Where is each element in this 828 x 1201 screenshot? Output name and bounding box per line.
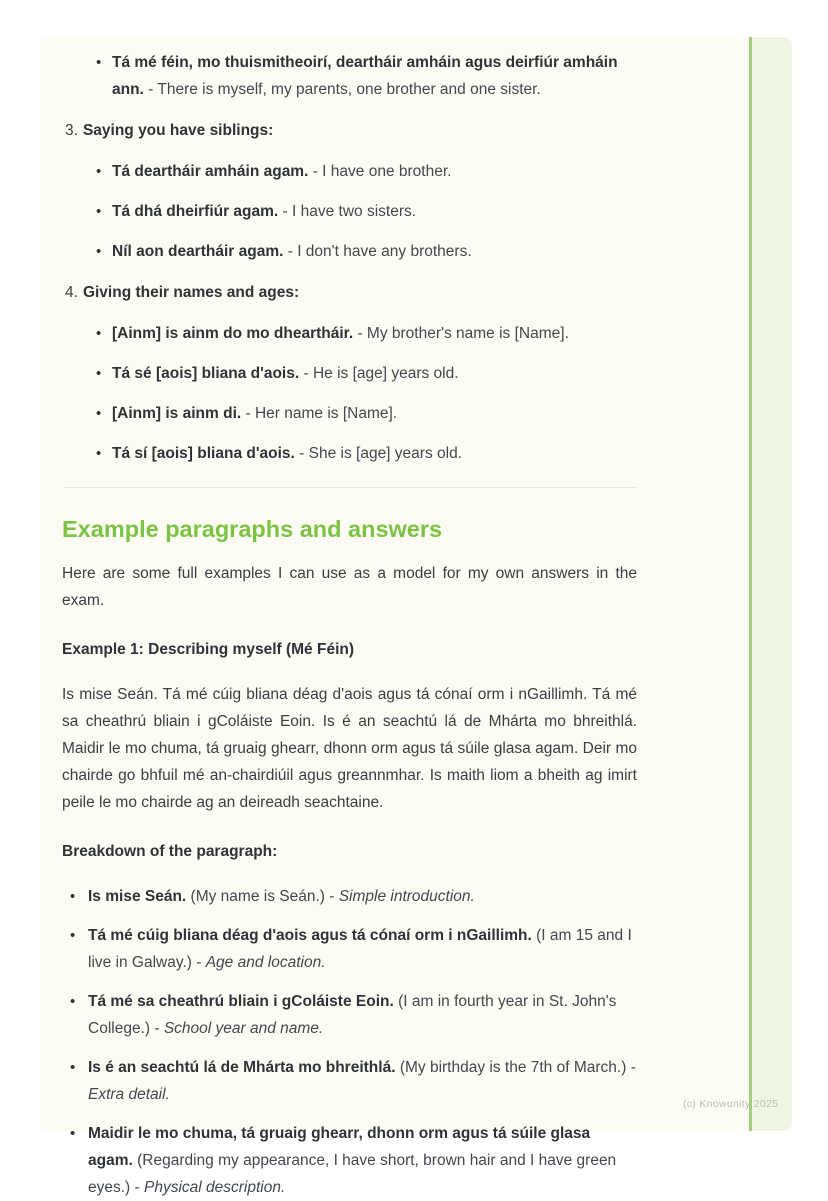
document-content <box>62 49 637 1201</box>
list-item <box>62 158 637 185</box>
list-item <box>62 922 637 976</box>
english-translation: (My birthday is the 7th of March.) - <box>395 1059 636 1076</box>
english-translation: - There is myself, my parents, one brother and one sister. <box>143 81 541 98</box>
irish-phrase: Tá mé cúig bliana déag d'aois agus tá cónaí orm i nGaillimh. <box>88 927 532 944</box>
right-accent-panel <box>752 37 792 1131</box>
list-number: 4. <box>65 284 78 301</box>
intro-paragraph: Here are some full examples I can use as a model for my own answers in the exam. <box>62 565 637 609</box>
irish-phrase: Tá mé féin, mo thuismitheoirí, deartháir amháin agus deirfiúr amháin ann. <box>112 54 618 98</box>
english-translation: - She is [age] years old. <box>294 445 462 462</box>
list-item <box>62 49 637 103</box>
irish-phrase: Tá sí [aois] bliana d'aois. <box>112 445 295 462</box>
grammar-note: School year and name. <box>163 1020 324 1037</box>
section-heading: Example paragraphs and answers <box>62 516 443 542</box>
english-translation: (My name is Seán.) - <box>186 888 339 905</box>
list-number: 3. <box>65 122 78 139</box>
list-item <box>62 360 637 387</box>
english-translation: - I have two sisters. <box>278 203 417 220</box>
list-item <box>62 988 637 1042</box>
english-translation: - He is [age] years old. <box>299 365 459 382</box>
english-translation: - I have one brother. <box>308 163 452 180</box>
numbered-heading-label: Giving their names and ages: <box>82 284 300 301</box>
irish-phrase: Maidir le mo chuma, tá gruaig ghearr, dhonn orm agus tá súile glasa agam. <box>88 1125 591 1169</box>
list-item <box>62 400 637 427</box>
grammar-note: Age and location. <box>205 954 326 971</box>
siblings-bullet-list <box>62 158 637 265</box>
irish-phrase: [Ainm] is ainm do mo dheartháir. <box>112 325 354 342</box>
copyright-watermark: (c) Knowunity 2025 <box>683 1098 779 1110</box>
breakdown-title: Breakdown of the paragraph: <box>62 843 278 860</box>
numbered-heading-label: Saying you have siblings: <box>82 122 274 139</box>
irish-phrase: [Ainm] is ainm di. <box>112 405 242 422</box>
list-item <box>62 198 637 225</box>
grammar-note: Physical description. <box>143 1179 286 1196</box>
grammar-note: Simple introduction. <box>338 888 475 905</box>
document-page <box>40 37 792 1196</box>
breakdown-bullet-list <box>62 883 637 1201</box>
names-ages-bullet-list <box>62 320 637 467</box>
section-divider <box>65 487 637 488</box>
english-translation: (Regarding my appearance, I have short, brown hair and I have green eyes.) - <box>88 1152 617 1196</box>
english-translation: - My brother's name is [Name]. <box>353 325 569 342</box>
list-item <box>62 238 637 265</box>
english-translation: - I don't have any brothers. <box>283 243 472 260</box>
example1-title: Example 1: Describing myself (Mé Féin) <box>62 641 355 658</box>
right-accent-line <box>749 37 752 1131</box>
example1-paragraph: Is mise Seán. Tá mé cúig bliana déag d'aois agus tá cónaí orm i nGaillimh. Tá mé sa cheathrú bliain i gColáiste Eoin. Is é an seachtú lá de Mhárta mo bhreithlá. Maidir le mo chuma, tá gruaig ghearr, dhonn orm agus tá súile glasa agam. Deir mo chairde go bhfuil mé an-chairdiúil agus greannmhar. Is maith liom a bheith ag imirt peile le mo chairde ag an deireadh seachtaine. <box>62 686 637 811</box>
irish-phrase: Tá sé [aois] bliana d'aois. <box>112 365 300 382</box>
irish-phrase: Tá mé sa cheathrú bliain i gColáiste Eoin. <box>88 993 394 1010</box>
grammar-note: Extra detail. <box>88 1086 170 1103</box>
irish-phrase: Tá dhá dheirfiúr agam. <box>112 203 279 220</box>
irish-phrase: Tá deartháir amháin agam. <box>112 163 309 180</box>
list-item <box>62 440 637 467</box>
list-item <box>62 1120 637 1201</box>
english-translation: (I am 15 and I live in Galway.) - <box>88 927 632 971</box>
english-translation: - Her name is [Name]. <box>241 405 398 422</box>
list-item <box>62 320 637 347</box>
numbered-heading-names-ages <box>62 279 637 306</box>
irish-phrase: Is é an seachtú lá de Mhárta mo bhreithlá. <box>88 1059 396 1076</box>
english-translation: (I am in fourth year in St. John's College.) - <box>88 993 617 1037</box>
irish-phrase: Níl aon deartháir agam. <box>112 243 284 260</box>
irish-phrase: Is mise Seán. <box>88 888 187 905</box>
list-item <box>62 1054 637 1108</box>
numbered-heading-siblings <box>62 117 637 144</box>
list-item <box>62 883 637 910</box>
intro-bullet-list <box>62 49 637 103</box>
